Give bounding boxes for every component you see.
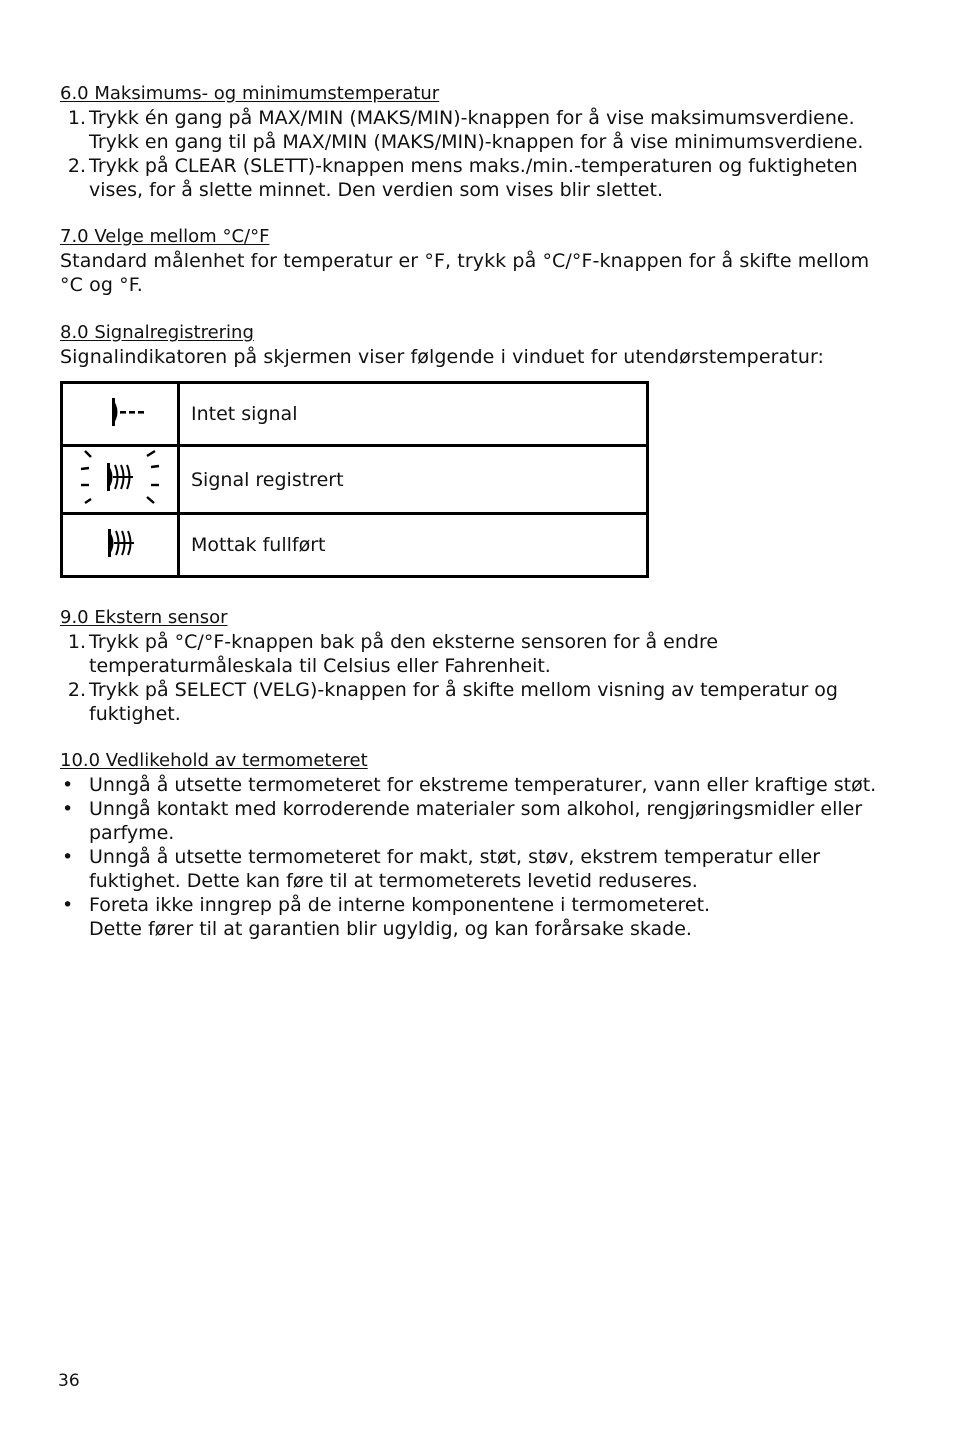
section-heading: 10.0 Vedlikehold av termometeret	[60, 750, 368, 771]
table-cell-icon	[62, 514, 179, 577]
section-unit-toggle	[60, 225, 920, 297]
numbered-list	[60, 106, 920, 202]
list-bullet: •	[62, 798, 74, 820]
section-heading: 8.0 Signalregistrering	[60, 322, 254, 343]
list-text: Trykk på CLEAR (SLETT)-knappen mens maks./min.-temperaturen og fuktigheten	[89, 155, 858, 177]
list-text: Unngå kontakt med korroderende materialer som alkohol, rengjøringsmidler eller	[89, 798, 863, 820]
signal-searching-icon	[75, 447, 165, 507]
list-item	[60, 797, 940, 845]
list-item	[60, 678, 920, 726]
paragraph-line: °C og °F.	[60, 274, 143, 296]
table-row	[62, 514, 648, 577]
list-text-cont: vises, for å slette minnet. Den verdien som vises blir slettet.	[89, 179, 663, 201]
list-marker: 1.	[67, 107, 86, 129]
list-text-cont: Trykk en gang til på MAX/MIN (MAKS/MIN)-knappen for å vise minimumsverdiene.	[89, 131, 864, 153]
table-row	[62, 383, 648, 446]
paragraph-line: Signalindikatoren på skjermen viser følgende i vinduet for utendørstemperatur:	[60, 346, 825, 368]
list-text: Trykk på °C/°F-knappen bak på den eksterne sensoren for å endre	[89, 631, 719, 653]
bullet-list	[60, 773, 940, 941]
list-text: Trykk på SELECT (VELG)-knappen for å skifte mellom visning av temperatur og	[89, 679, 838, 701]
section-heading: 9.0 Ekstern sensor	[60, 607, 228, 628]
table-row	[62, 446, 648, 514]
table-cell-icon	[62, 446, 179, 514]
list-bullet: •	[62, 846, 74, 868]
list-text-cont: fuktighet.	[89, 703, 181, 725]
paragraph-line: Standard målenhet for temperatur er °F, trykk på °C/°F-knappen for å skifte mellom	[60, 250, 870, 272]
list-text: Unngå å utsette termometeret for ekstreme temperaturer, vann eller kraftige støt.	[89, 774, 877, 796]
list-bullet: •	[62, 894, 74, 916]
list-item	[60, 154, 920, 202]
section-signal	[60, 321, 920, 369]
list-item	[60, 893, 940, 941]
list-text: Unngå å utsette termometeret for makt, støt, støv, ekstrem temperatur eller	[89, 846, 821, 868]
list-item	[60, 630, 920, 678]
list-item	[60, 845, 940, 893]
numbered-list	[60, 630, 920, 726]
table-cell-label: Mottak fullført	[179, 514, 648, 577]
list-marker: 1.	[67, 631, 86, 653]
list-item	[60, 773, 940, 797]
page-number: 36	[58, 1371, 80, 1391]
list-item	[60, 106, 920, 154]
section-heading: 7.0 Velge mellom °C/°F	[60, 226, 270, 247]
list-bullet: •	[62, 774, 74, 796]
list-marker: 2.	[67, 155, 86, 177]
table-cell-icon	[62, 383, 179, 446]
list-text-cont: parfyme.	[89, 822, 175, 844]
section-maintenance	[60, 749, 940, 941]
list-marker: 2.	[67, 679, 86, 701]
signal-received-icon	[90, 523, 150, 563]
section-heading: 6.0 Maksimums- og minimumstemperatur	[60, 83, 440, 104]
section-external-sensor	[60, 606, 920, 726]
table-cell-label: Signal registrert	[179, 446, 648, 514]
list-text-cont: fuktighet. Dette kan føre til at termometerets levetid reduseres.	[89, 870, 698, 892]
list-text: Foreta ikke inngrep på de interne komponentene i termometeret.	[89, 894, 711, 916]
table-cell-label: Intet signal	[179, 383, 648, 446]
list-text-cont: temperaturmåleskala til Celsius eller Fahrenheit.	[89, 655, 551, 677]
no-signal-icon	[90, 392, 150, 432]
signal-table	[60, 381, 649, 578]
section-max-min	[60, 82, 920, 202]
list-text-cont: Dette fører til at garantien blir ugyldig, og kan forårsake skade.	[89, 918, 692, 940]
list-text: Trykk én gang på MAX/MIN (MAKS/MIN)-knappen for å vise maksimumsverdiene.	[89, 107, 855, 129]
